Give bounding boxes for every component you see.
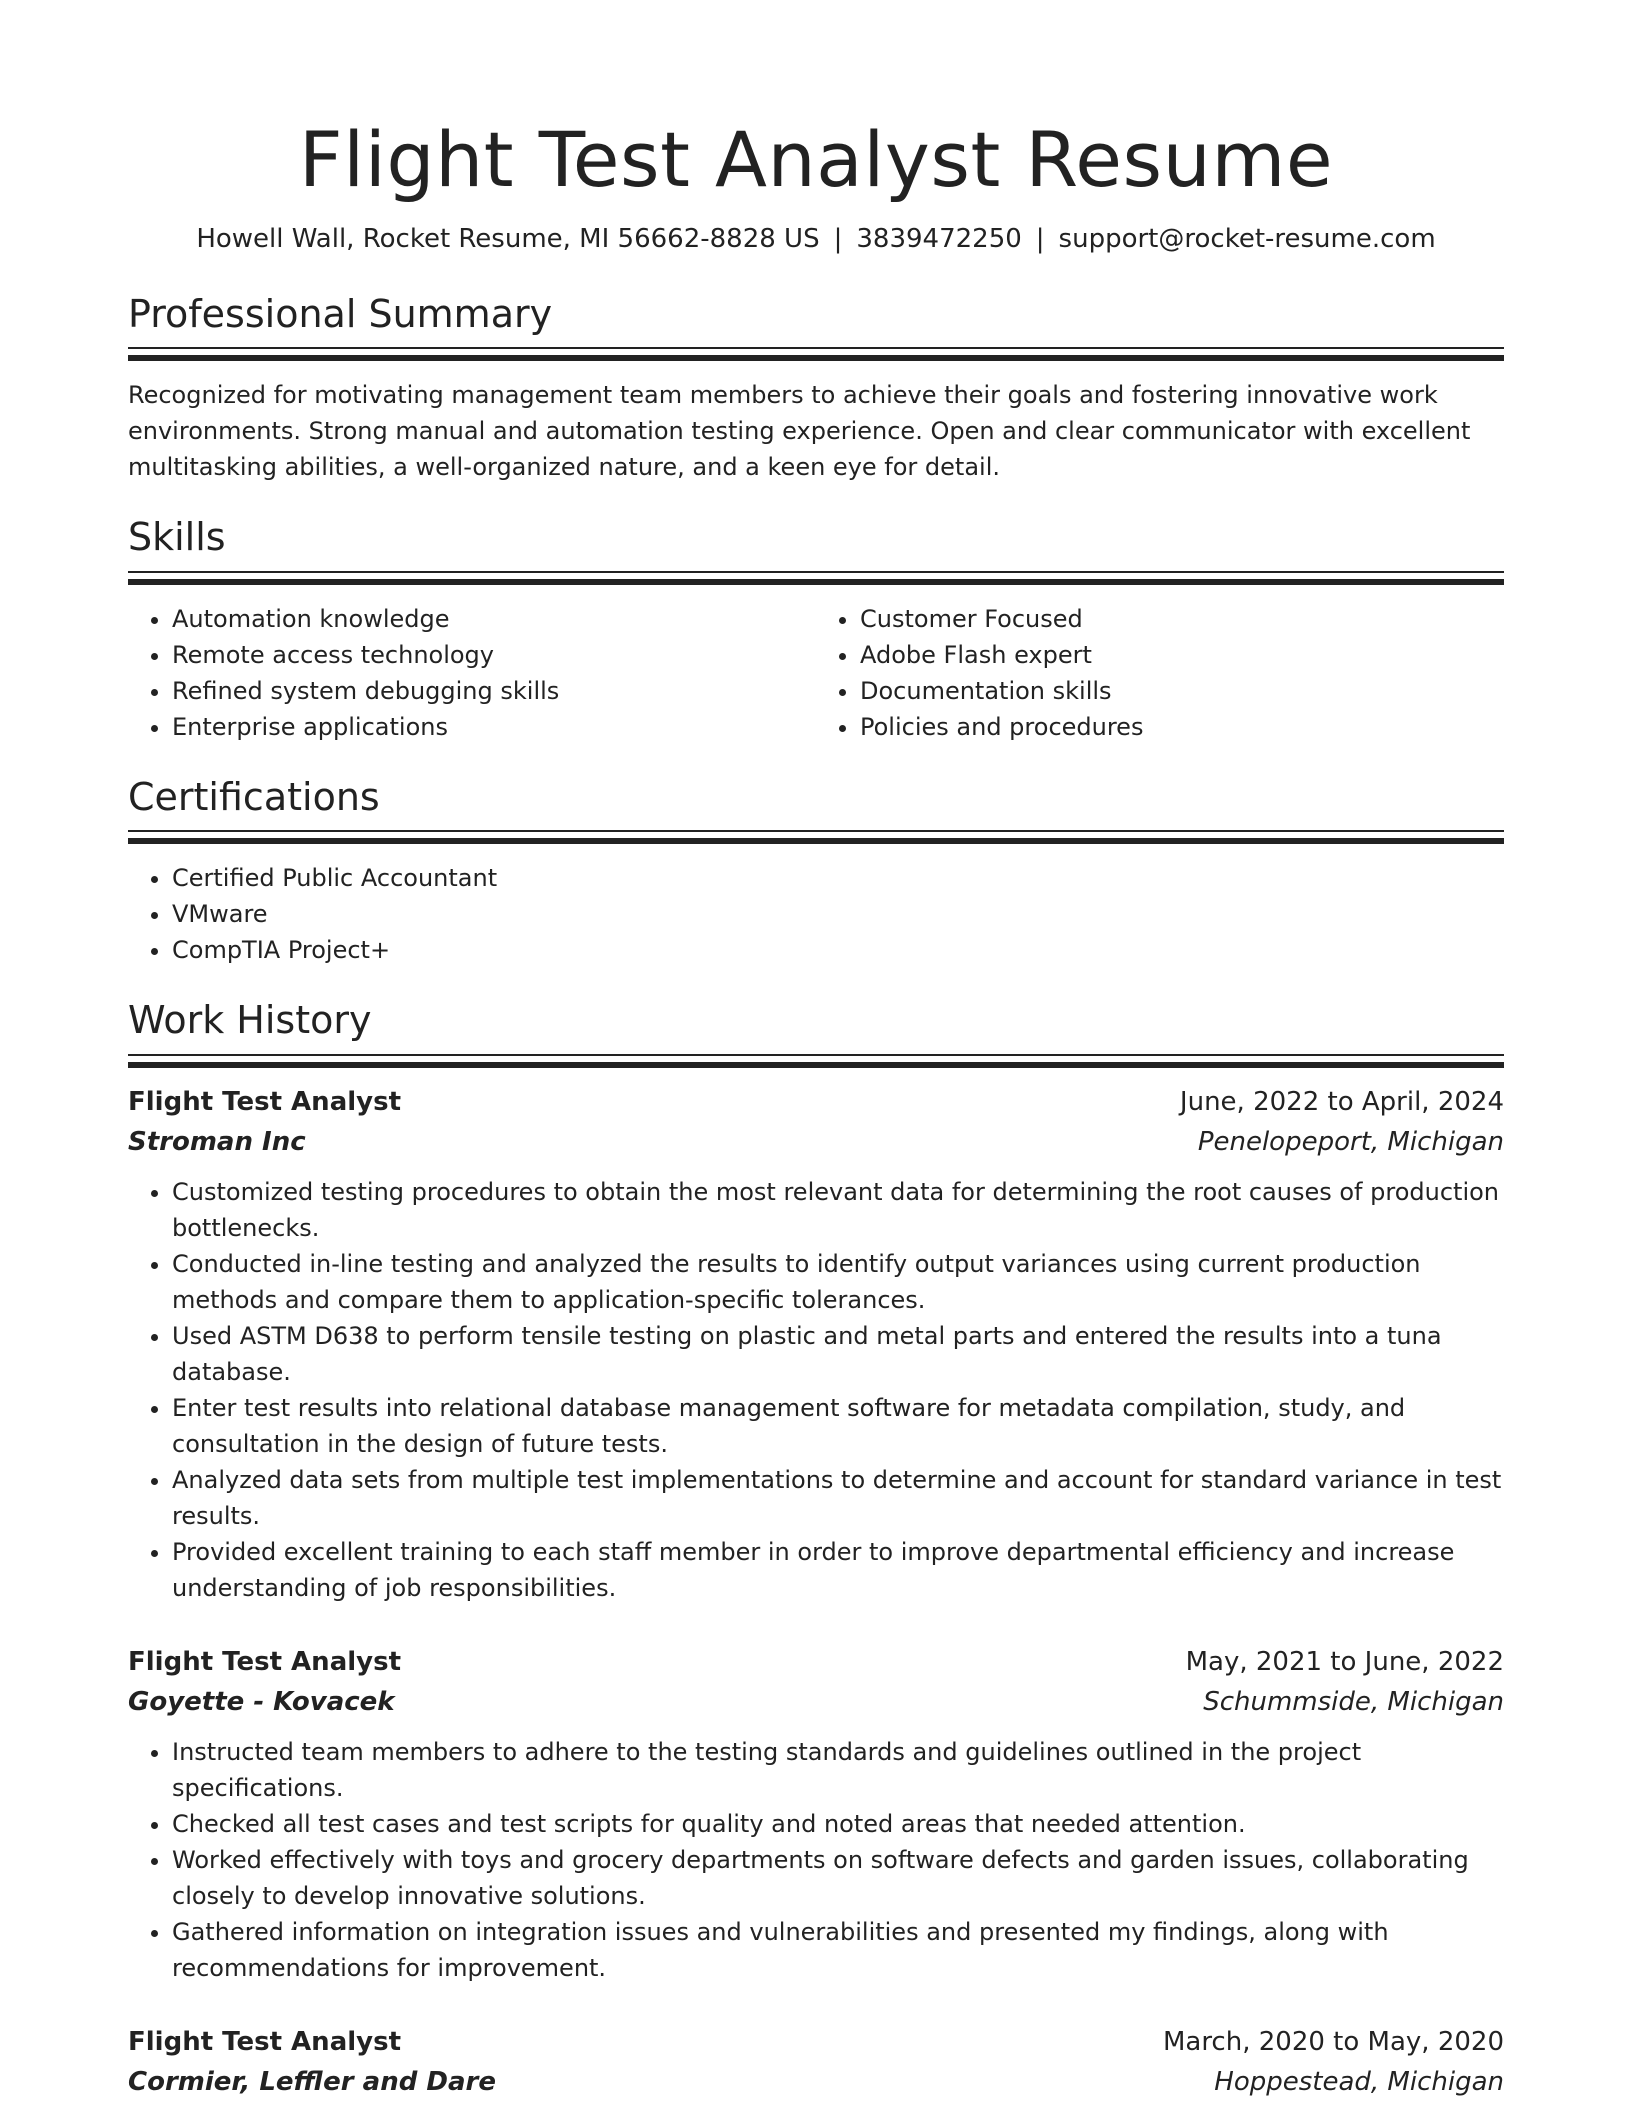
job-duty-item: • Gathered information on integration issues and vulnerabilities and presented my findings, along with recommendations for improvement. — [172, 1914, 1504, 1986]
skill-item: • Policies and procedures — [860, 709, 1504, 745]
job-entry — [128, 1082, 1504, 1606]
summary-text: Recognized for motivating management team members to achieve their goals and fostering innovative work environments. Strong manual and automation testing experience. Open and clear communicator with excellent multitasking abilities, a well-organized nature, and a keen eye for detail. — [128, 381, 1471, 482]
job-duty-item: • Customized testing procedures to obtain the most relevant data for determining the root causes of production bottlenecks. — [172, 1174, 1504, 1246]
job-duty-item: • Provided excellent training to each staff member in order to improve departmental efficiency and increase understanding of job responsibilities. — [172, 1534, 1504, 1606]
job-location: Schummside, Michigan — [1203, 1686, 1504, 1717]
section-heading: Certifications — [128, 774, 380, 819]
certification-item: • CompTIA Project+ — [172, 932, 1504, 968]
job-duty-item: • Checked all test cases and test scripts for quality and noted areas that needed attention. — [172, 1806, 1504, 1842]
certification-item: • Certified Public Accountant — [172, 860, 1504, 896]
job-duty-item: • Worked effectively with toys and grocery departments on software defects and garden issues, collaborating closely to develop innovative solutions. — [172, 1842, 1504, 1914]
contact-separator: | — [1035, 223, 1045, 254]
job-title: Flight Test Analyst — [128, 2026, 401, 2057]
job-entry — [128, 2022, 1504, 2102]
job-company-row — [128, 2062, 1504, 2102]
section-divider — [128, 347, 1504, 361]
job-location: Hoppestead, Michigan — [1214, 2066, 1504, 2097]
job-entry — [128, 1642, 1504, 1986]
job-duties-list — [128, 1174, 1504, 1606]
section-divider — [128, 571, 1504, 585]
job-company: Goyette - Kovacek — [128, 1686, 395, 1717]
contact-email: support@rocket-resume.com — [1058, 223, 1436, 254]
contact-phone: 3839472250 — [856, 223, 1022, 254]
certification-item: • VMware — [172, 896, 1504, 932]
work-history-section — [128, 998, 1504, 2102]
contact-line — [128, 224, 1504, 254]
skill-item: • Refined system debugging skills — [172, 673, 816, 709]
skills-section — [128, 515, 1504, 745]
job-company-row — [128, 1682, 1504, 1722]
job-company: Cormier, Leffler and Dare — [128, 2066, 496, 2097]
skill-item: • Remote access technology — [172, 637, 816, 673]
job-header-row — [128, 2022, 1504, 2062]
skill-item: • Customer Focused — [860, 601, 1504, 637]
job-title: Flight Test Analyst — [128, 1646, 401, 1677]
job-dates: May, 2021 to June, 2022 — [1185, 1646, 1504, 1677]
certifications-section — [128, 775, 1504, 969]
skills-grid — [128, 601, 1504, 745]
section-heading: Skills — [128, 515, 226, 560]
job-title: Flight Test Analyst — [128, 1086, 401, 1117]
skill-item: • Enterprise applications — [172, 709, 816, 745]
resume-title: Flight Test Analyst Resume — [298, 115, 1334, 204]
job-header-row — [128, 1642, 1504, 1682]
section-divider — [128, 830, 1504, 844]
section-heading: Professional Summary — [128, 291, 553, 336]
job-header-row — [128, 1082, 1504, 1122]
job-location: Penelopeport, Michigan — [1197, 1126, 1504, 1157]
job-dates: March, 2020 to May, 2020 — [1162, 2026, 1504, 2057]
job-duty-item: • Used ASTM D638 to perform tensile testing on plastic and metal parts and entered the results into a tuna database. — [172, 1318, 1504, 1390]
job-duties-list — [128, 1734, 1504, 1986]
job-duty-item: • Conducted in-line testing and analyzed the results to identify output variances using current production methods and compare them to application-specific tolerances. — [172, 1246, 1504, 1318]
skill-item: • Documentation skills — [860, 673, 1504, 709]
job-duty-item: • Analyzed data sets from multiple test implementations to determine and account for standard variance in test results. — [172, 1462, 1504, 1534]
skills-list-right — [816, 601, 1504, 745]
job-company-row — [128, 1122, 1504, 1162]
skill-item: • Automation knowledge — [172, 601, 816, 637]
contact-address: Howell Wall, Rocket Resume, MI 56662-8828 US — [196, 223, 820, 254]
certifications-list — [128, 860, 1504, 968]
skills-list-left — [128, 601, 816, 745]
job-dates: June, 2022 to April, 2024 — [1179, 1086, 1504, 1117]
job-duty-item: • Instructed team members to adhere to the testing standards and guidelines outlined in the project specifications. — [172, 1734, 1504, 1806]
contact-separator: | — [833, 223, 843, 254]
section-divider — [128, 1054, 1504, 1068]
job-company: Stroman Inc — [128, 1126, 306, 1157]
job-duty-item: • Enter test results into relational database management software for metadata compilation, study, and consultation in the design of future tests. — [172, 1390, 1504, 1462]
section-heading: Work History — [128, 998, 372, 1043]
professional-summary-section — [128, 292, 1504, 486]
skill-item: • Adobe Flash expert — [860, 637, 1504, 673]
